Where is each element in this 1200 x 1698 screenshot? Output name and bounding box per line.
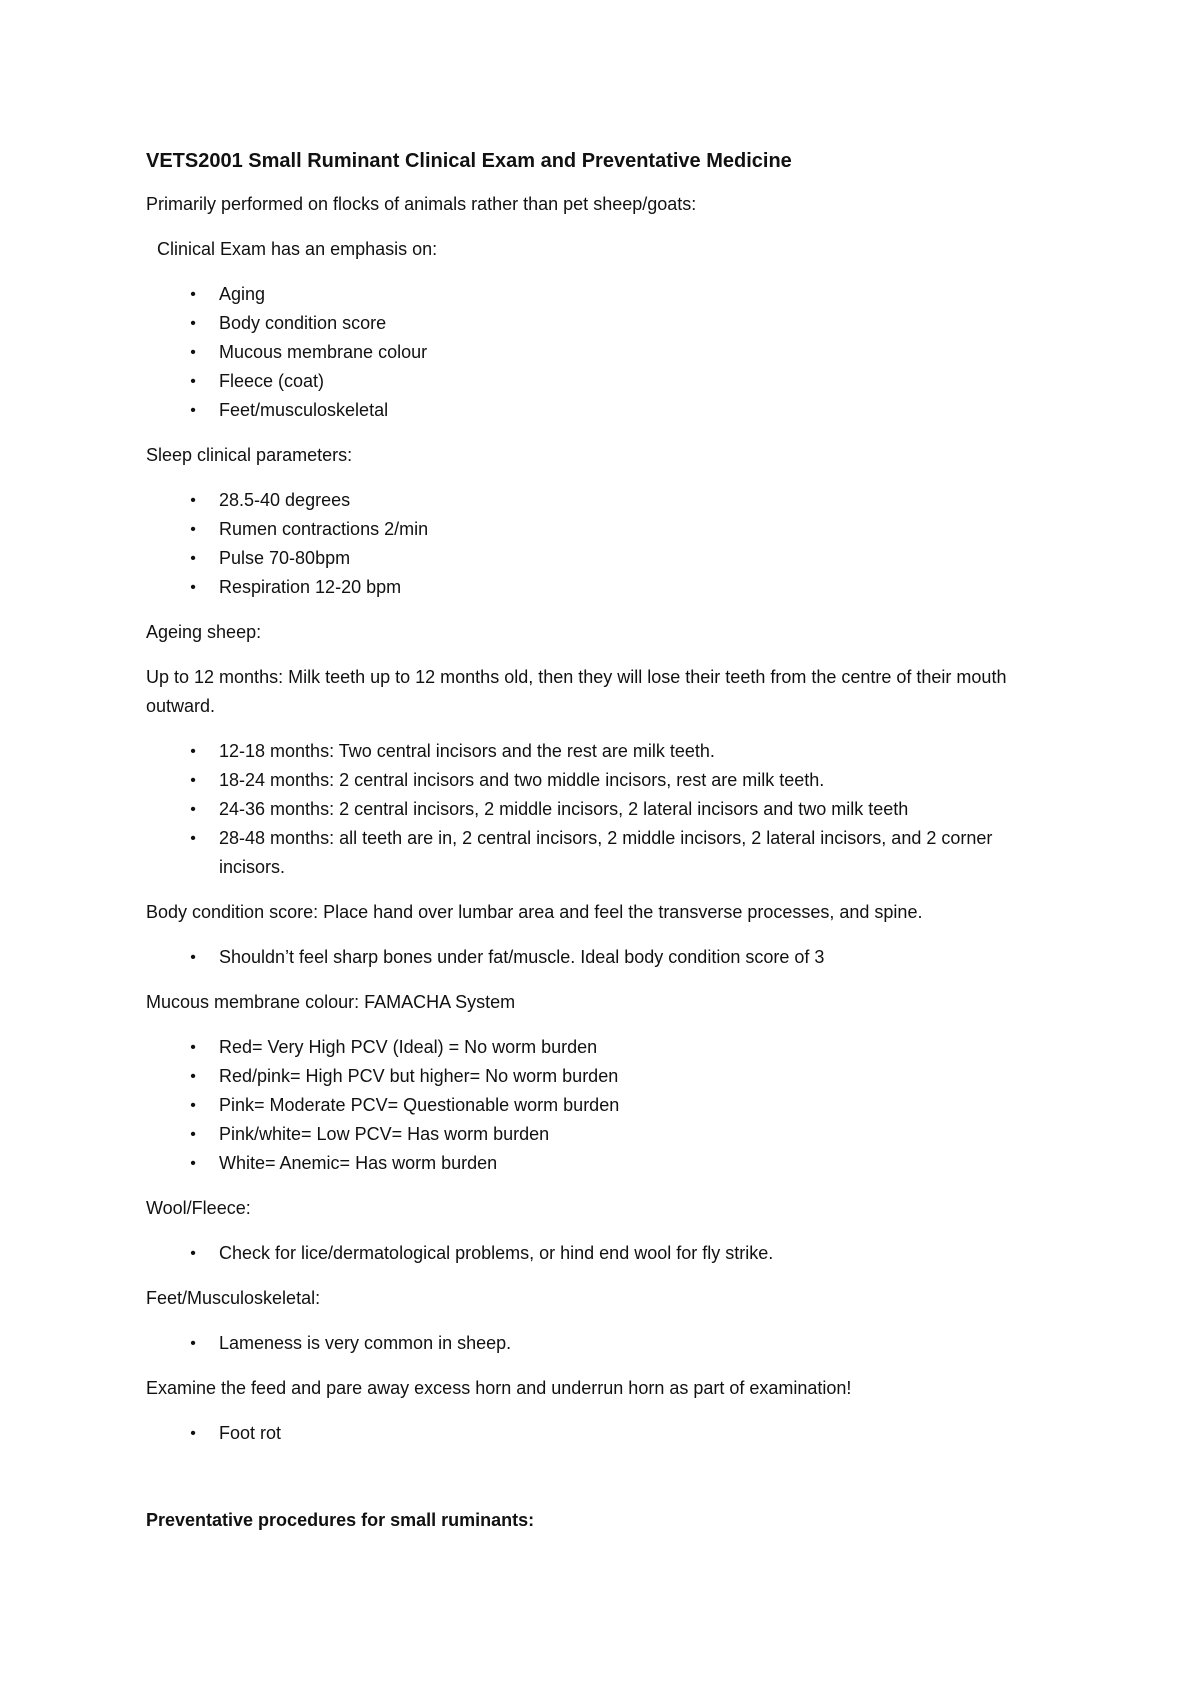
page-title: VETS2001 Small Ruminant Clinical Exam and Preventative Medicine bbox=[146, 150, 792, 172]
bullet-icon: • bbox=[190, 772, 196, 789]
bullet-icon: • bbox=[190, 315, 196, 332]
list-item bbox=[146, 1120, 1051, 1149]
list-item bbox=[146, 1062, 1051, 1091]
list-item bbox=[146, 766, 1051, 795]
list-item-text: Respiration 12-20 bpm bbox=[219, 577, 402, 597]
list-item-text: Shouldn’t feel sharp bones under fat/muscle. Ideal body condition score of 3 bbox=[219, 947, 825, 967]
parameters-heading: Sleep clinical parameters: bbox=[146, 445, 353, 465]
list-item-text: Mucous membrane colour bbox=[219, 342, 428, 362]
parameters-list bbox=[146, 486, 1051, 602]
clinical-exam-list bbox=[146, 280, 1051, 425]
ageing-heading: Ageing sheep: bbox=[146, 622, 262, 642]
list-item bbox=[146, 309, 1051, 338]
list-item-text: Aging bbox=[219, 284, 266, 304]
list-item-text: 24-36 months: 2 central incisors, 2 middle incisors, 2 lateral incisors and two milk teeth bbox=[219, 799, 909, 819]
section-spacer bbox=[146, 1464, 1051, 1506]
list-item bbox=[146, 280, 1051, 309]
bullet-icon: • bbox=[190, 344, 196, 361]
list-item bbox=[146, 1149, 1051, 1178]
list-item bbox=[146, 1033, 1051, 1062]
bullet-icon: • bbox=[190, 286, 196, 303]
list-item-text: 12-18 months: Two central incisors and the rest are milk teeth. bbox=[219, 741, 715, 761]
examine-text: Examine the feed and pare away excess horn and underrun horn as part of examination! bbox=[146, 1378, 852, 1398]
mucous-heading: Mucous membrane colour: FAMACHA System bbox=[146, 992, 516, 1012]
list-item bbox=[146, 737, 1051, 766]
bullet-icon: • bbox=[190, 1335, 196, 1352]
body-condition-heading: Body condition score: Place hand over lumbar area and feel the transverse processes, and spine. bbox=[146, 902, 923, 922]
list-item bbox=[146, 367, 1051, 396]
bullet-icon: • bbox=[190, 1068, 196, 1085]
list-item-text: 28-48 months: all teeth are in, 2 central incisors, 2 middle incisors, 2 lateral incisors, and 2 corner incisors. bbox=[219, 828, 993, 877]
list-item bbox=[146, 1091, 1051, 1120]
list-item bbox=[146, 795, 1051, 824]
examine-list bbox=[146, 1419, 1051, 1448]
list-item bbox=[146, 824, 1051, 882]
bullet-icon: • bbox=[190, 373, 196, 390]
mucous-list bbox=[146, 1033, 1051, 1178]
intro-text: Primarily performed on flocks of animals rather than pet sheep/goats: bbox=[146, 194, 697, 214]
list-item bbox=[146, 943, 1051, 972]
list-item-text: Pink= Moderate PCV= Questionable worm burden bbox=[219, 1095, 620, 1115]
list-item bbox=[146, 1419, 1051, 1448]
bullet-icon: • bbox=[190, 1097, 196, 1114]
ageing-list bbox=[146, 737, 1051, 882]
bullet-icon: • bbox=[190, 579, 196, 596]
list-item bbox=[146, 396, 1051, 425]
wool-heading: Wool/Fleece: bbox=[146, 1198, 251, 1218]
bullet-icon: • bbox=[190, 801, 196, 818]
list-item-text: Body condition score bbox=[219, 313, 387, 333]
ageing-description: Up to 12 months: Milk teeth up to 12 months old, then they will lose their teeth from the centre of their mouth outward. bbox=[146, 667, 1007, 716]
bullet-icon: • bbox=[190, 1245, 196, 1262]
list-item bbox=[146, 486, 1051, 515]
bullet-icon: • bbox=[190, 1126, 196, 1143]
list-item-text: 28.5-40 degrees bbox=[219, 490, 351, 510]
wool-list bbox=[146, 1239, 1051, 1268]
bullet-icon: • bbox=[190, 402, 196, 419]
bullet-icon: • bbox=[190, 949, 196, 966]
bullet-icon: • bbox=[190, 743, 196, 760]
list-item bbox=[146, 1329, 1051, 1358]
bullet-icon: • bbox=[190, 1155, 196, 1172]
bullet-icon: • bbox=[190, 521, 196, 538]
bullet-icon: • bbox=[190, 1425, 196, 1442]
list-item-text: Rumen contractions 2/min bbox=[219, 519, 429, 539]
list-item-text: Red= Very High PCV (Ideal) = No worm burden bbox=[219, 1037, 598, 1057]
feet-list bbox=[146, 1329, 1051, 1358]
list-item-text: 18-24 months: 2 central incisors and two middle incisors, rest are milk teeth. bbox=[219, 770, 825, 790]
list-item bbox=[146, 1239, 1051, 1268]
list-item-text: Foot rot bbox=[219, 1423, 282, 1443]
list-item-text: Feet/musculoskeletal bbox=[219, 400, 389, 420]
list-item-text: Fleece (coat) bbox=[219, 371, 325, 391]
list-item bbox=[146, 515, 1051, 544]
bullet-icon: • bbox=[190, 492, 196, 509]
feet-heading: Feet/Musculoskeletal: bbox=[146, 1288, 321, 1308]
list-item bbox=[146, 573, 1051, 602]
list-item-text: Lameness is very common in sheep. bbox=[219, 1333, 512, 1353]
list-item bbox=[146, 338, 1051, 367]
bullet-icon: • bbox=[190, 830, 196, 847]
list-item-text: Check for lice/dermatological problems, or hind end wool for fly strike. bbox=[219, 1243, 774, 1263]
list-item-text: Red/pink= High PCV but higher= No worm burden bbox=[219, 1066, 619, 1086]
preventative-heading: Preventative procedures for small ruminants: bbox=[146, 1510, 535, 1530]
body-condition-list bbox=[146, 943, 1051, 972]
document-body bbox=[146, 146, 1051, 1551]
bullet-icon: • bbox=[190, 1039, 196, 1056]
list-item-text: White= Anemic= Has worm burden bbox=[219, 1153, 498, 1173]
list-item-text: Pink/white= Low PCV= Has worm burden bbox=[219, 1124, 550, 1144]
list-item-text: Pulse 70-80bpm bbox=[219, 548, 351, 568]
clinical-exam-heading: Clinical Exam has an emphasis on: bbox=[157, 239, 438, 259]
bullet-icon: • bbox=[190, 550, 196, 567]
list-item bbox=[146, 544, 1051, 573]
